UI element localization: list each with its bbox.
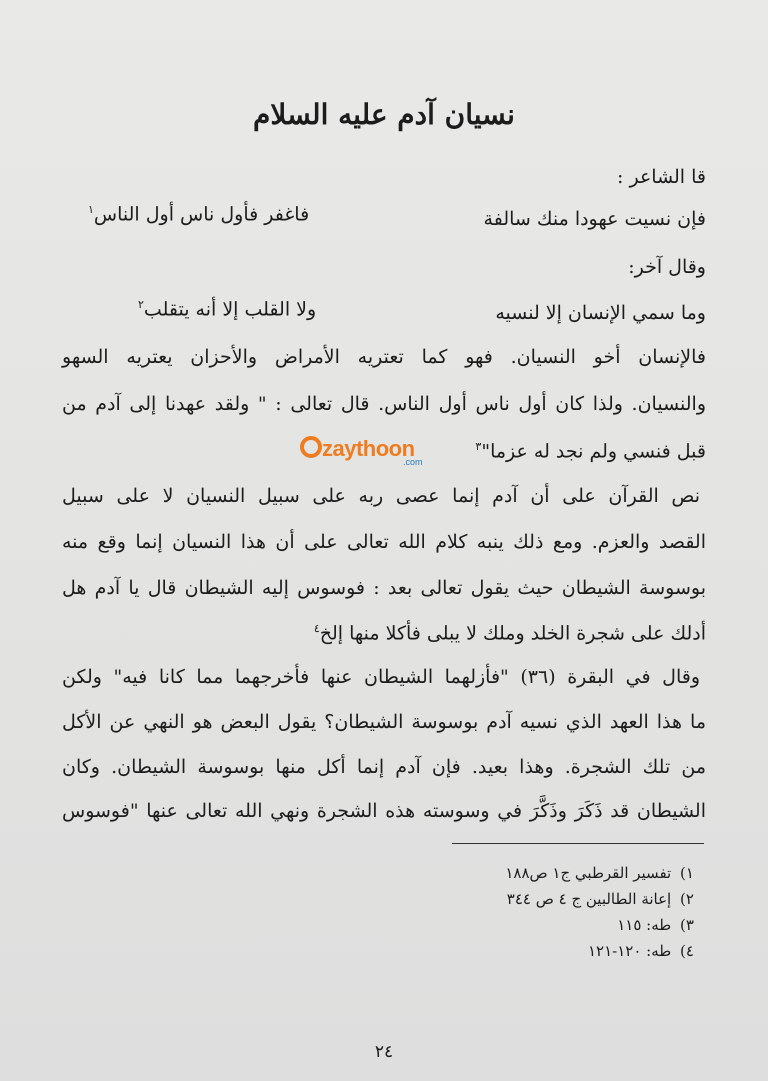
paragraph-3-line-3: من تلك الشجرة. وهذا بعيد. فإن آدم إنما أكل منها بوسوسة الشيطان. وكان	[62, 756, 706, 778]
paragraph-2-line-4-text: أدلك على شجرة الخلد وملك لا يبلى فأكلا منها إلخ	[319, 622, 706, 645]
verse-1-left	[88, 204, 309, 224]
footnote-divider	[452, 843, 704, 844]
paragraph-3-line-2: ما هذا العهد الذي نسيه آدم بوسوسة الشيطان؟ يقول البعض هو النهي عن الأكل	[62, 711, 706, 733]
paragraph-2-line-1: نص القرآن على أن آدم إنما عصى ربه على سبيل النسيان لا على سبيل	[62, 485, 700, 507]
verse-2-right: وما سمي الإنسان إلا لنسيه	[495, 302, 706, 324]
footnote-3-text: طه: ١١٥	[617, 916, 672, 934]
paragraph-1-line-3	[475, 441, 706, 461]
footnote-4	[588, 944, 698, 959]
footnote-1	[505, 866, 698, 881]
footnote-2-text: إعانة الطالبين ج ٤ ص ٣٤٤	[506, 890, 672, 908]
footnote-4-text: طه: ١٢٠-١٢١	[587, 942, 672, 960]
footnote-2-number: ٢)	[680, 890, 694, 908]
paragraph-3-line-4: الشيطان قد ذَكَرَ وذَكَّرَ في وسوسته هذه الشجرة ونهي الله تعالى عنها "فوسوس	[62, 800, 706, 822]
page-number: ٢٤	[374, 1042, 394, 1062]
watermark-domain-text: .com	[403, 457, 423, 467]
verse-1-left-text: فاغفر فأول ناس أول الناس	[93, 203, 310, 226]
poem-intro-1: قا الشاعر :	[617, 166, 706, 188]
paragraph-1-line-2: والنسيان. ولذا كان أول ناس أول الناس. قال تعالى : " ولقد عهدنا إلى آدم من	[62, 393, 706, 415]
verse-2-left	[138, 299, 316, 319]
footnote-ref-3: ٣	[475, 440, 482, 453]
verse-2-left-text: ولا القلب إلا أنه يتقلب	[143, 298, 317, 321]
footnote-4-number: ٤)	[680, 942, 694, 960]
paragraph-2-line-4	[314, 623, 706, 643]
paragraph-1-line-3-text: قبل فنسي ولم نجد له عزما"	[481, 440, 706, 463]
footnote-3	[617, 918, 698, 933]
poem-intro-2: وقال آخر:	[628, 256, 706, 278]
paragraph-3-line-1: وقال في البقرة (٣٦) "فأزلهما الشيطان عنها فأخرجهما مما كانا فيه" ولكن	[62, 666, 701, 688]
footnote-2	[507, 892, 698, 907]
footnote-1-text: تفسير القرطبي ج١ ص١٨٨	[505, 864, 672, 882]
zaythoon-watermark-logo	[300, 432, 430, 468]
verse-1-right: فإن نسيت عهودا منك سالفة	[483, 208, 706, 230]
footnote-ref-4: ٤	[313, 622, 320, 635]
footnote-ref-1: ١	[88, 203, 94, 216]
paragraph-2-line-2: القصد والعزم. ومع ذلك ينبه كلام الله تعالى على أن هذا النسيان إنما وقع منه	[62, 531, 706, 553]
watermark-o-ring-icon	[300, 436, 322, 458]
footnote-1-number: ١)	[680, 864, 694, 882]
footnote-3-number: ٣)	[680, 916, 694, 934]
footnote-ref-2: ٢	[138, 298, 144, 311]
paragraph-1-line-1: فالإنسان أخو النسيان. فهو كما تعتريه الأمراض والأحزان يعتريه السهو	[62, 346, 706, 368]
page-title: نسيان آدم عليه السلام	[253, 98, 515, 131]
paragraph-2-line-3: بوسوسة الشيطان حيث يقول تعالى بعد : فوسوس إليه الشيطان قال يا آدم هل	[62, 577, 706, 599]
watermark-brand-text: zaythoon	[322, 436, 415, 461]
